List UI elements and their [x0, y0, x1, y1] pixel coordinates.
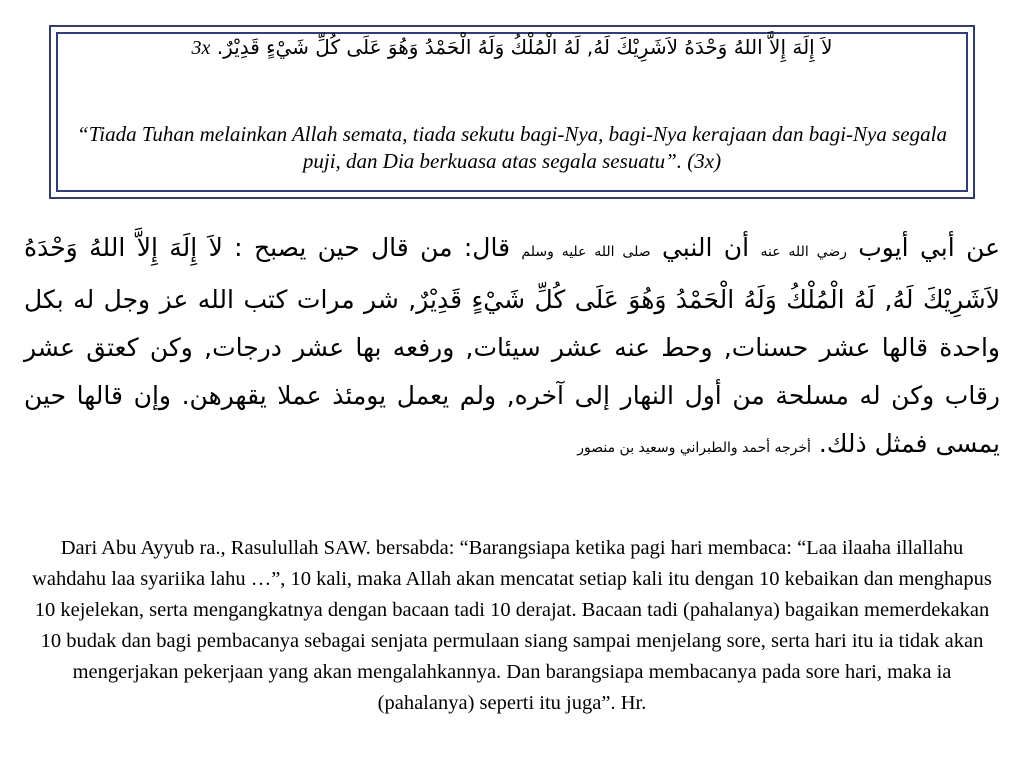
hadith-narrator: عن أبي أيوب	[858, 233, 1001, 262]
hadith-body: قال: من قال حين يصبح : لاَ إِلَهَ إِلاَّ اللهُ وَحْدَهُ لاَشَرِيْكَ لَهُ, لَهُ الْمُلْكُ وَلَهُ الْحَمْدُ وَهُوَ عَلَى كُلِّ شَيْءٍ قَدِيْرٌ, شر مرات كتب الله عز وجل له بكل واحدة قالها عشر حسنات, وحط عنه عشر سيئات, ورفعه بها عشر درجات, وكن كعتق عشر رقاب وكن له مسلحة من أول النهار إلى آخره, ولم يعمل يومئذ عملا يقهرهن. وإن قالها حين يمسى فمثل ذلك.	[24, 233, 1000, 458]
hadith-prophet: أن النبي	[661, 233, 750, 262]
hadith-salawat: صلى الله عليه وسلم	[521, 244, 651, 260]
dhikr-translation: “Tiada Tuhan melainkan Allah semata, tiada sekutu bagi-Nya, bagi-Nya kerajaan dan bagi-Nya segala puji, dan Dia berkuasa atas segala sesuatu”. (3x)	[77, 122, 947, 173]
dhikr-arabic-text: لاَ إِلَهَ إِلاَّ اللهُ وَحْدَهُ لاَشَرِيْكَ لَهُ, لَهُ الْمُلْكُ وَلَهُ الْحَمْدُ وَهُوَ عَلَى كُلِّ شَيْءٍ قَدِيْرٌ.	[216, 35, 833, 59]
dhikr-arabic	[70, 32, 954, 63]
hadith-radhiallahu: رضي الله عنه	[760, 244, 847, 260]
hadith-translation: Dari Abu Ayyub ra., Rasulullah SAW. bersabda: “Barangsiapa ketika pagi hari membaca: “Laa ilaaha illallahu wahdahu laa syariika lahu …”, 10 kali, maka Allah akan mencatat setiap kali itu dengan 10 kebaikan dan menghapus 10 kejelekan, serta mengangkatnya dengan bacaan tadi 10 derajat. Bacaan tadi (pahalanya) bagaikan memerdekakan 10 budak dan bagi pembacanya sebagai senjata permulaan siang sampai menjelang sore, serta hari itu ia tidak akan mengerjakan pekerjaan yang akan mengalahkannya. Dan barangsiapa membacanya pada sore hari, maka ia (pahalanya) seperti itu juga”. Hr.	[32, 537, 992, 714]
hadith-source: أخرجه أحمد والطبراني وسعيد بن منصور	[577, 440, 811, 456]
dhikr-count: 3x	[191, 37, 211, 59]
hadith-arabic	[24, 224, 1000, 472]
